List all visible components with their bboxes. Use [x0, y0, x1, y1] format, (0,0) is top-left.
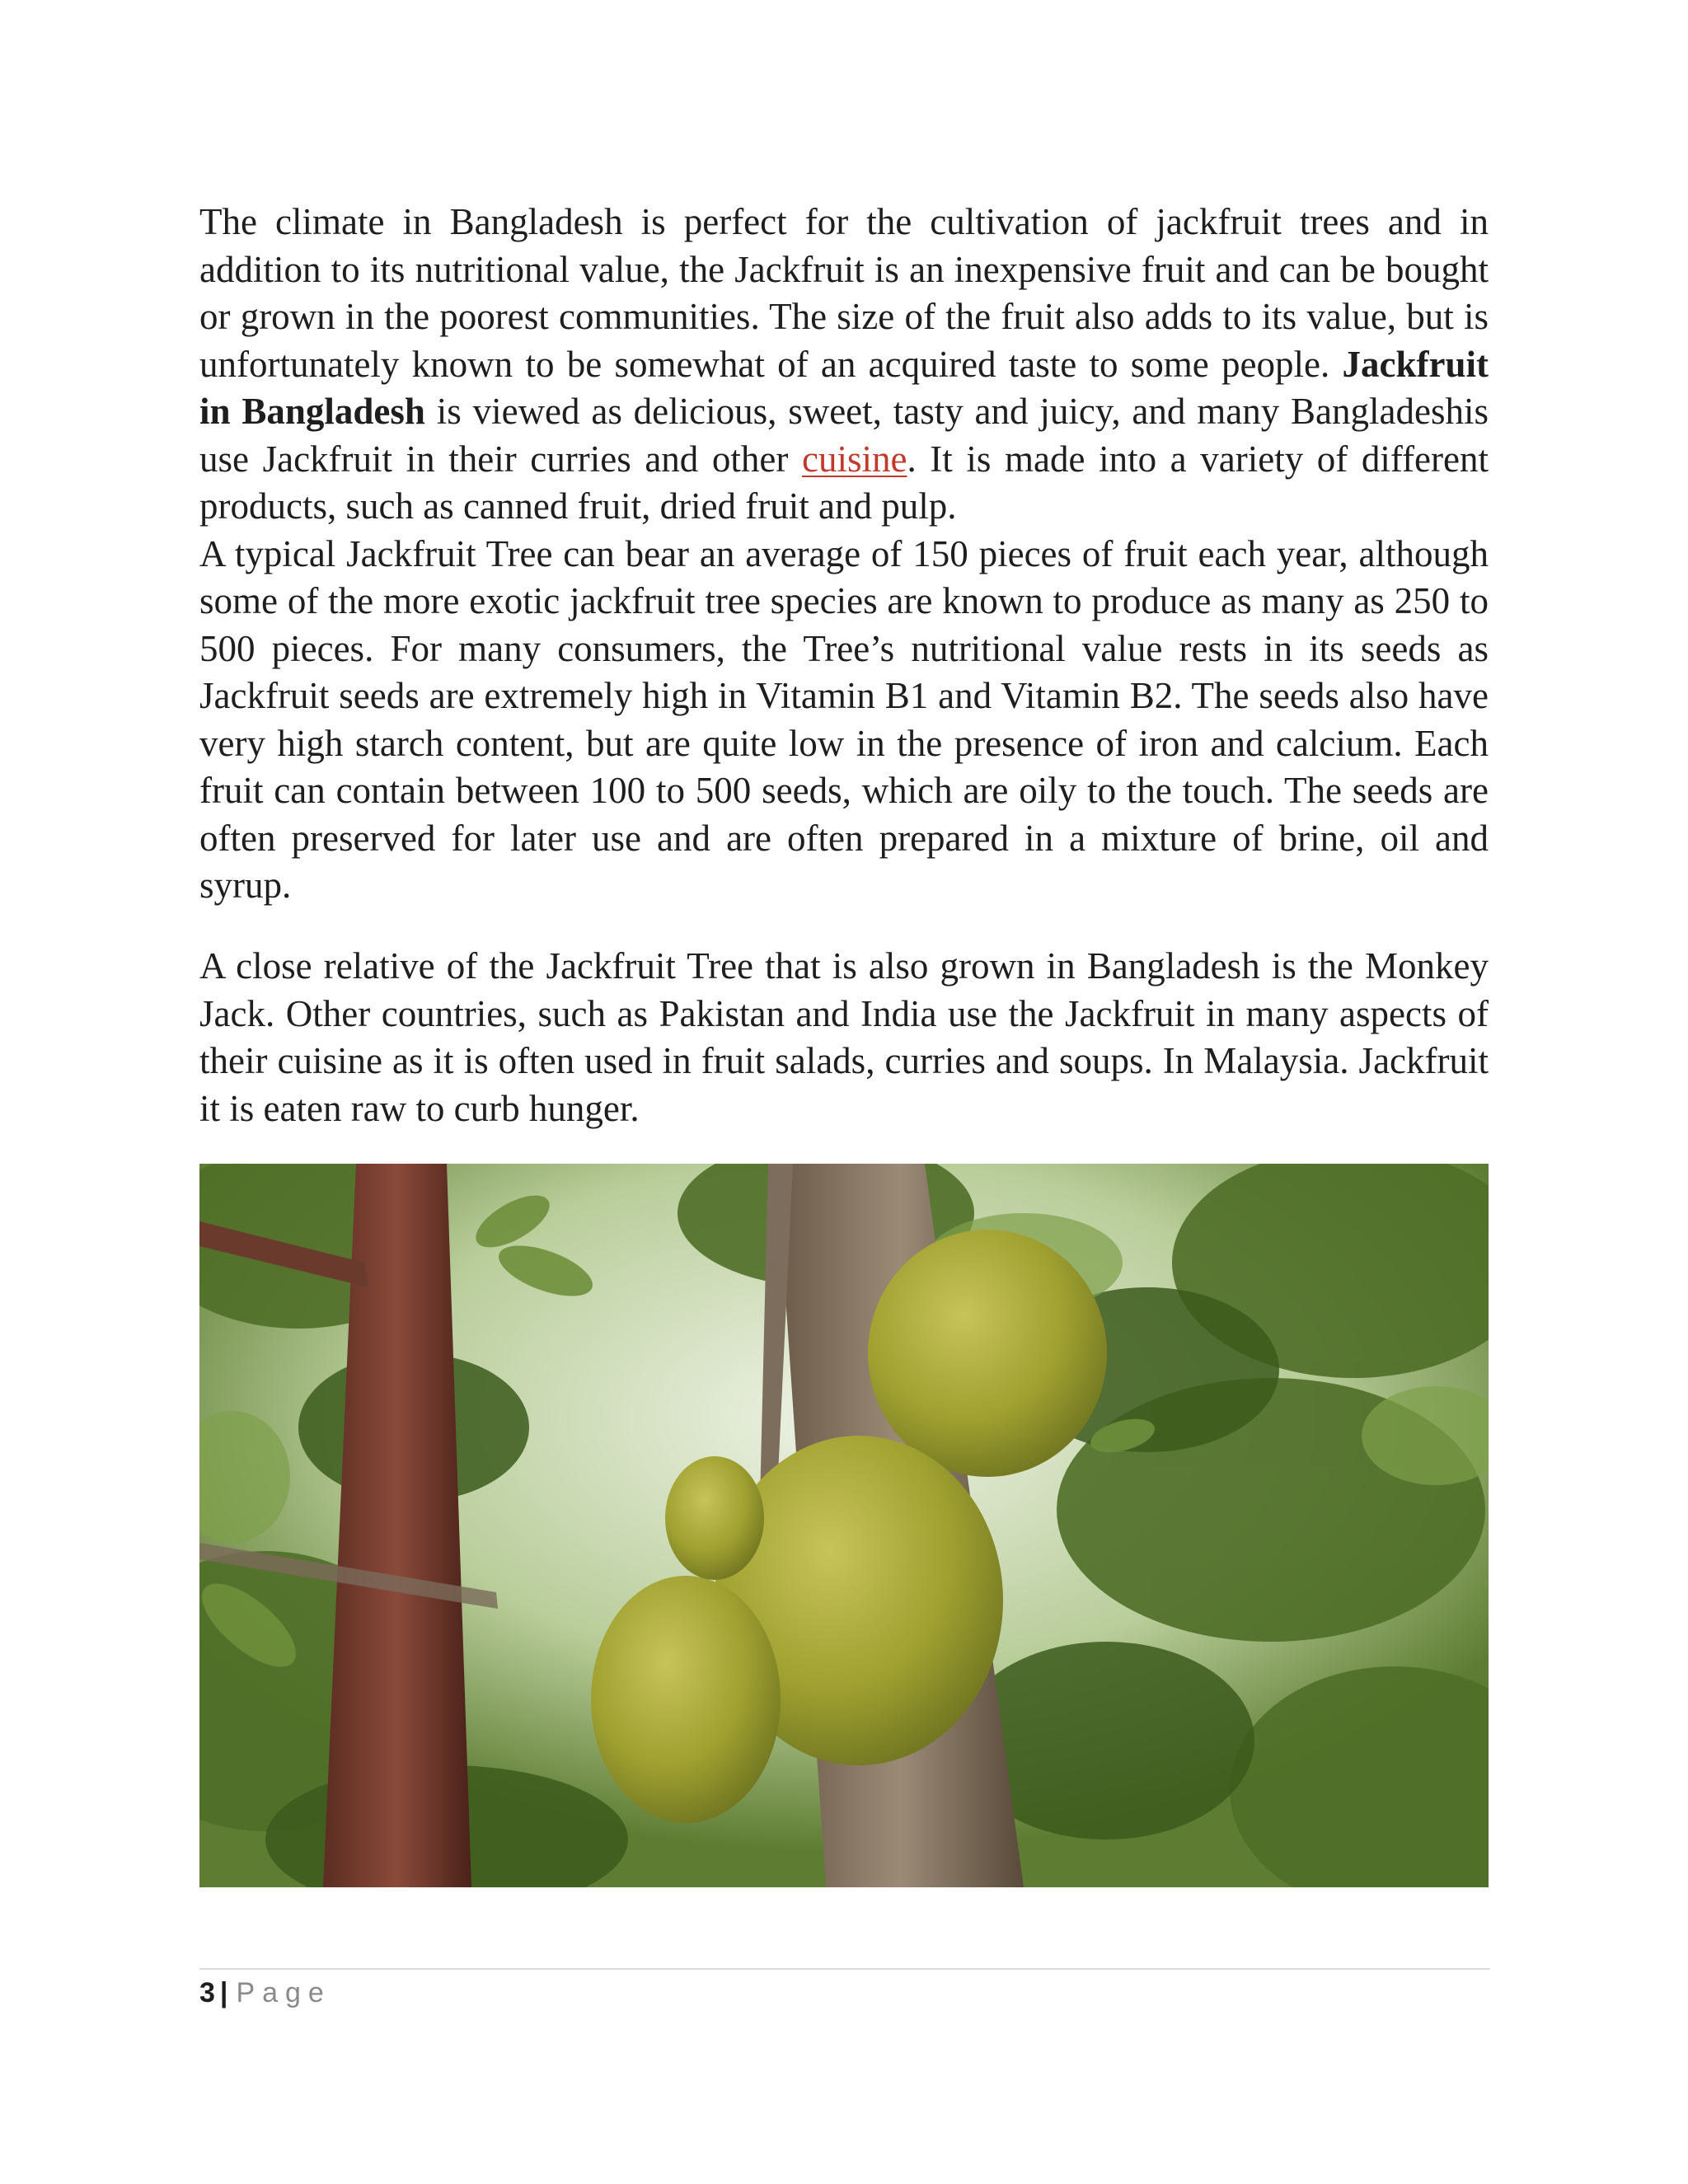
jackfruit-tree-photo — [199, 1164, 1489, 1887]
page-number: 3 — [199, 1977, 215, 2008]
paragraph-climate-text-3: . It is made into a variety of different products, such as canned fruit, dried fruit and pulp. — [199, 438, 1489, 527]
paragraph-climate-text-1: The climate in Bangladesh is perfect for the cultivation of jackfruit trees and in addition to its nutritional value, the Jackfruit is an inexpensive fruit and can be bought or grown in the poorest communities. The size of the fruit also adds to its value, but is unfortunately known to be somewhat of an acquired taste to some people. — [199, 201, 1489, 385]
cuisine-link[interactable]: cuisine — [801, 438, 907, 480]
body-text-top — [199, 199, 1489, 910]
footer-separator: | — [219, 1977, 228, 2008]
page-footer — [199, 1973, 331, 2013]
page-label: Page — [236, 1977, 331, 2008]
paragraph-climate-text-2: is viewed as delicious, sweet, tasty and juicy, and many Bangladeshis use Jackfruit in their curries and other — [199, 391, 1489, 480]
body-text-bottom — [199, 943, 1489, 1132]
footer-divider — [199, 1968, 1490, 1970]
paragraph-climate — [199, 199, 1489, 531]
jackfruit-photo-illustration — [199, 1164, 1489, 1887]
paragraph-monkey-jack: A close relative of the Jackfruit Tree that is also grown in Bangladesh is the Monkey Jack. Other countries, such as Pakistan and India use the Jackfruit in many aspects of their cuisine as it is often used in fruit salads, curries and soups. In Malaysia. Jackfruit it is eaten raw to curb hunger. — [199, 945, 1489, 1129]
bold-phrase-jackfruit-in-bangladesh: Jackfruit in Bangladesh — [199, 343, 1489, 432]
paragraph-typical-tree: A typical Jackfruit Tree can bear an average of 150 pieces of fruit each year, although some of the more exotic jackfruit tree species are known to produce as many as 250 to 500 pieces. For many consumers, the Tree’s nutritional value rests in its seeds as Jackfruit seeds are extremely high in Vitamin B1 and Vitamin B2. The seeds also have very high starch content, but are quite low in the presence of iron and calcium. Each fruit can contain between 100 to 500 seeds, which are oily to the touch. The seeds are often preserved for later use and are often prepared in a mixture of brine, oil and syrup. — [199, 532, 1489, 906]
